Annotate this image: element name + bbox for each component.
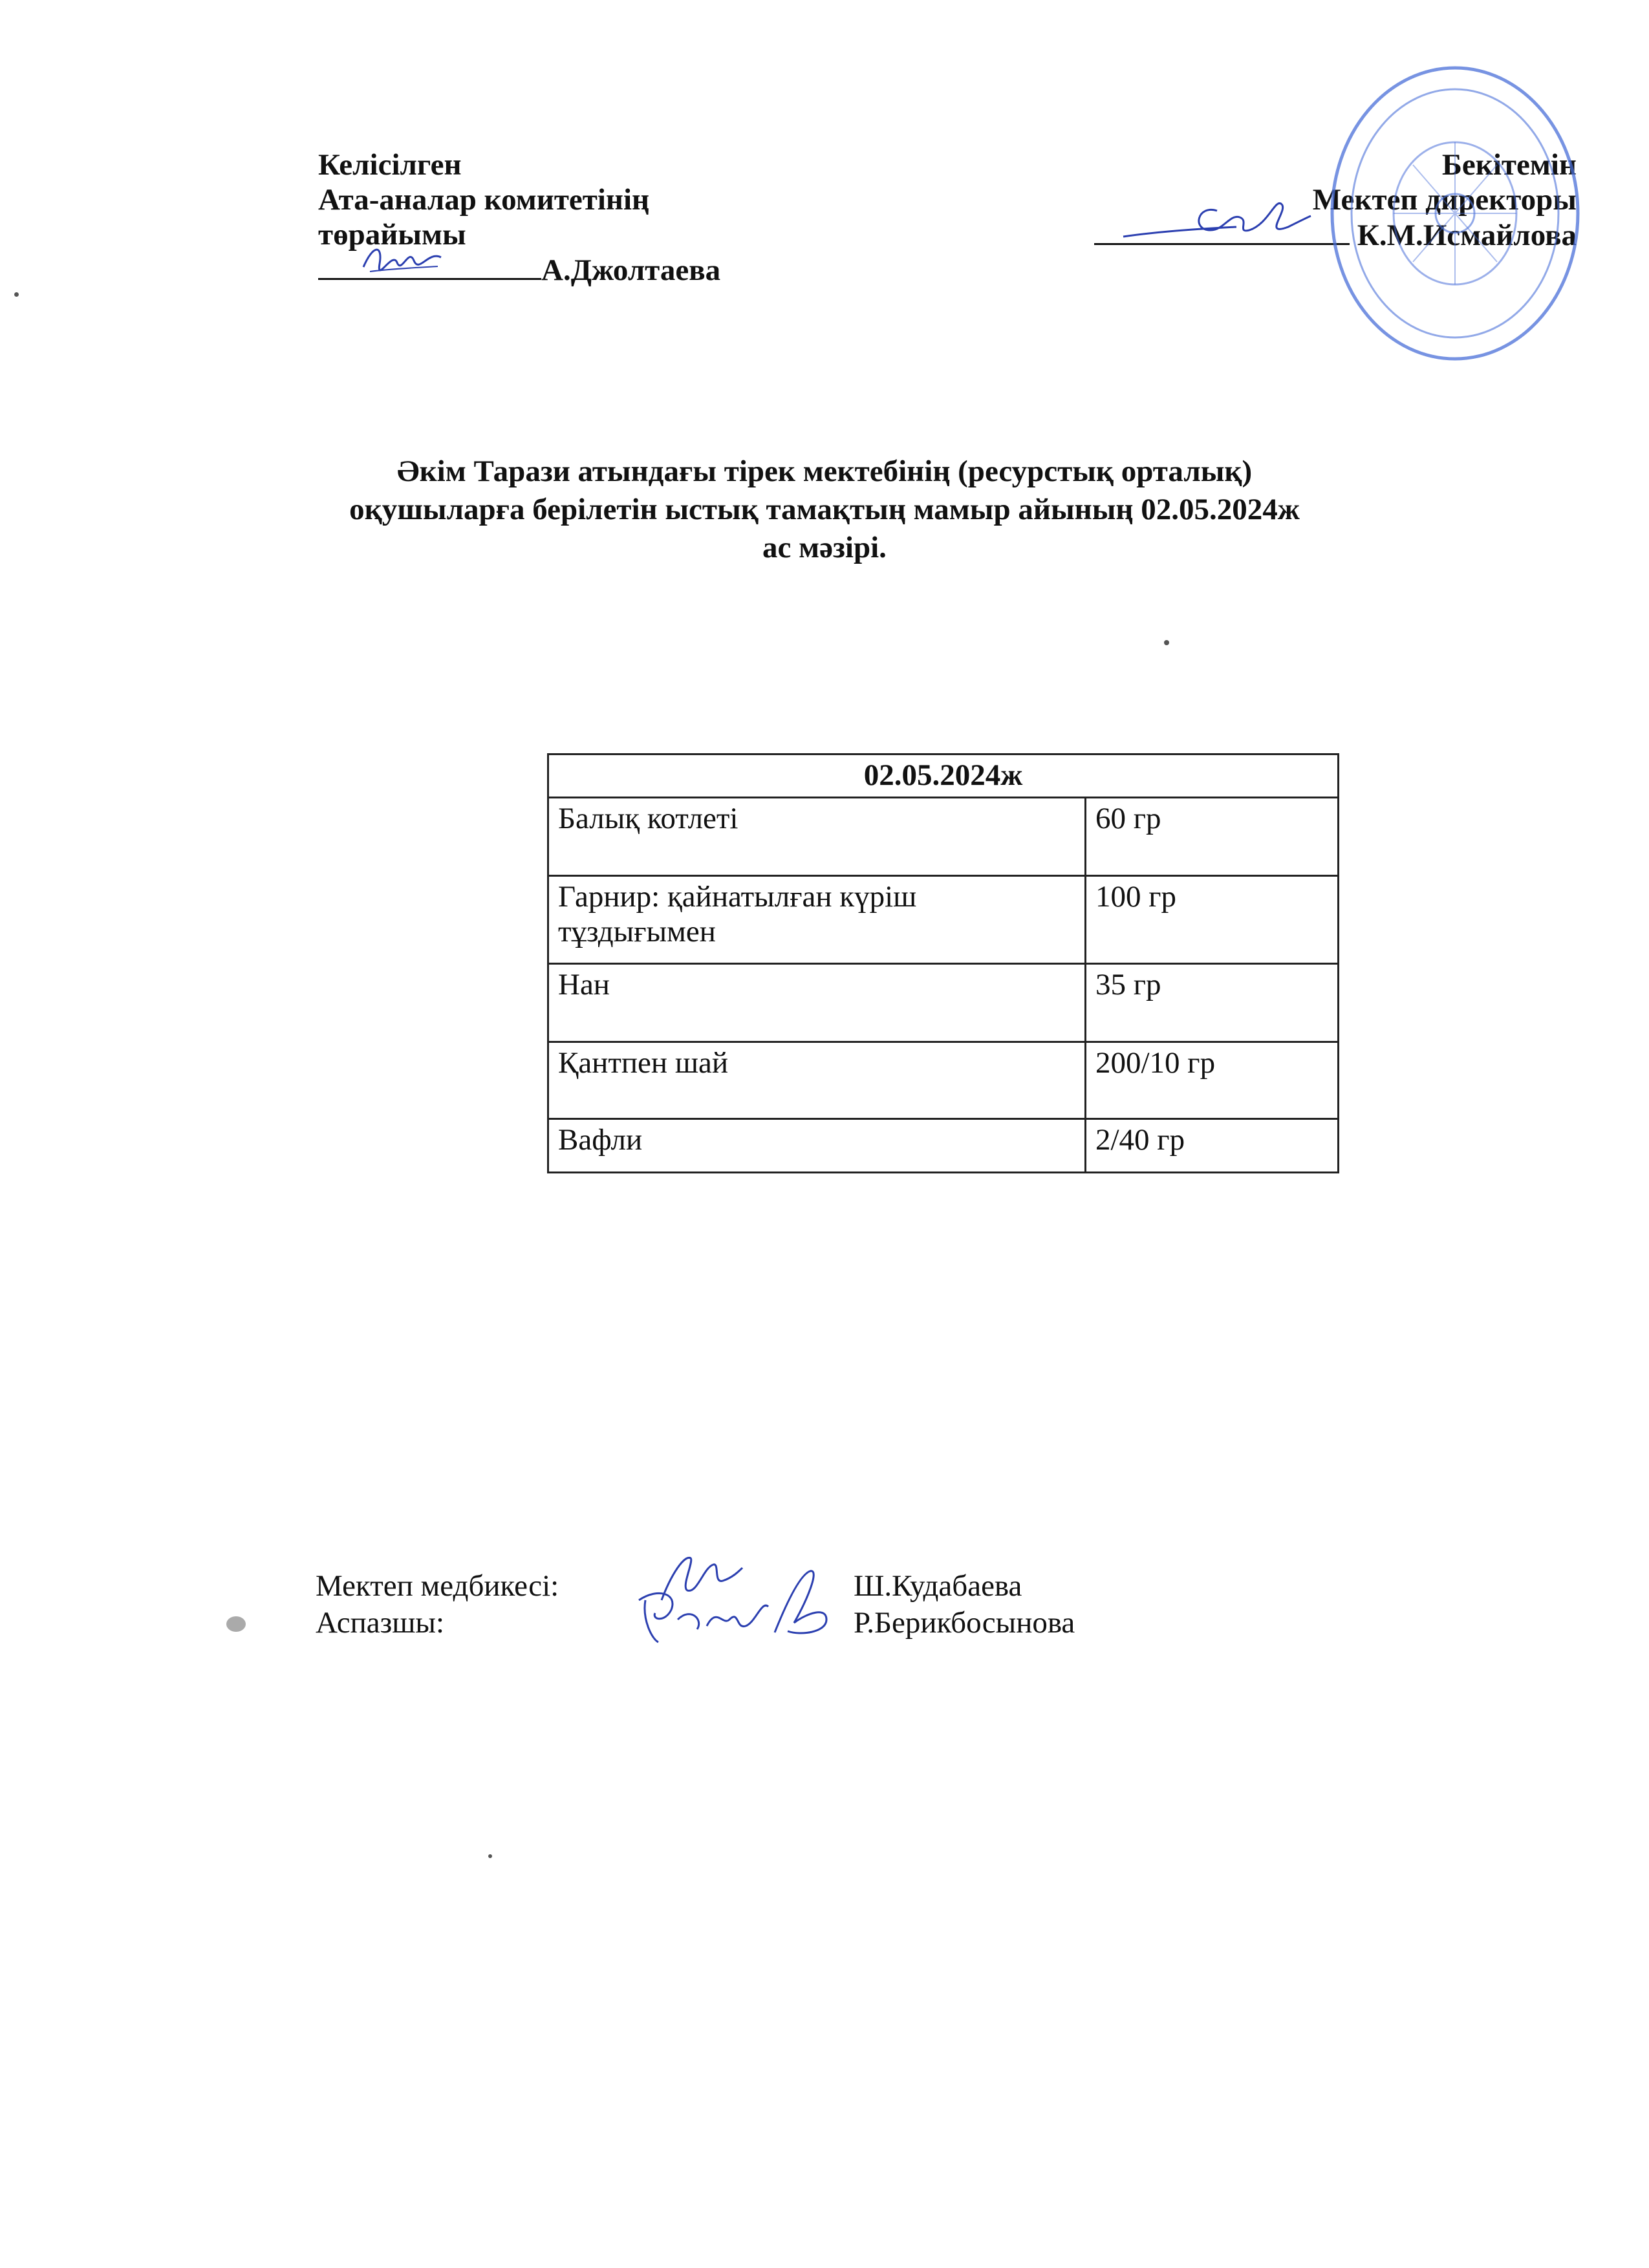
table-row [548,798,1339,876]
scan-speck [14,292,19,297]
scan-speck [226,1616,246,1632]
footer-signatures [316,1568,1221,1665]
menu-item: Гарнир: қайнатылған күріш тұздығымен [548,876,1086,964]
nurse-label: Мектеп медбикесі: [316,1569,559,1603]
menu-item: Қантпен шай [548,1042,1086,1119]
approval-left-signature-row [318,252,720,288]
menu-item: Вафли [548,1119,1086,1173]
approval-left-chair: төрайымы [318,218,466,252]
official-stamp [1326,61,1584,365]
signature-line [1094,217,1350,245]
table-header-date: 02.05.2024ж [548,754,1339,798]
table-row [548,964,1339,1042]
approval-left-name: А.Джолтаева [541,253,721,288]
menu-amount: 35 гр [1086,964,1339,1042]
signature-line [318,252,541,280]
signature-left [357,238,447,283]
table-row [548,876,1339,964]
menu-amount: 200/10 гр [1086,1042,1339,1119]
table-header-row [548,754,1339,798]
menu-table [547,753,1339,1173]
cook-signature [632,1561,839,1652]
table-row [548,1042,1339,1119]
menu-amount: 60 гр [1086,798,1339,876]
menu-item: Балық котлеті [548,798,1086,876]
nurse-name: Ш.Кудабаева [854,1569,1022,1603]
menu-item: Нан [548,964,1086,1042]
cook-label: Аспазшы: [316,1606,445,1640]
table-row [548,1119,1339,1173]
title-line-3: ас мәзірі. [762,530,887,564]
title-line-1: Әкім Тарази атындағы тірек мектебінің (ресурстық орталық) [396,455,1253,488]
cook-name: Р.Берикбосынова [854,1606,1075,1640]
signature-right [1120,191,1314,250]
document-title [0,453,1649,566]
scan-speck [1164,640,1169,645]
approval-right-name: К.М.Исмайлова [1357,219,1577,253]
approval-right-director: Мектеп директоры [1312,183,1577,217]
menu-amount: 2/40 гр [1086,1119,1339,1173]
approval-left-agreed: Келісілген [318,148,462,182]
title-line-2: оқушыларға берілетін ыстық тамақтың мамыр айының 02.05.2024ж [349,492,1300,526]
scan-speck [488,1854,492,1858]
approval-right-approve: Бекітемін [1441,148,1577,182]
approval-left [318,147,720,288]
menu-amount: 100 гр [1086,876,1339,964]
approval-left-committee: Ата-аналар комитетінің [318,183,650,217]
